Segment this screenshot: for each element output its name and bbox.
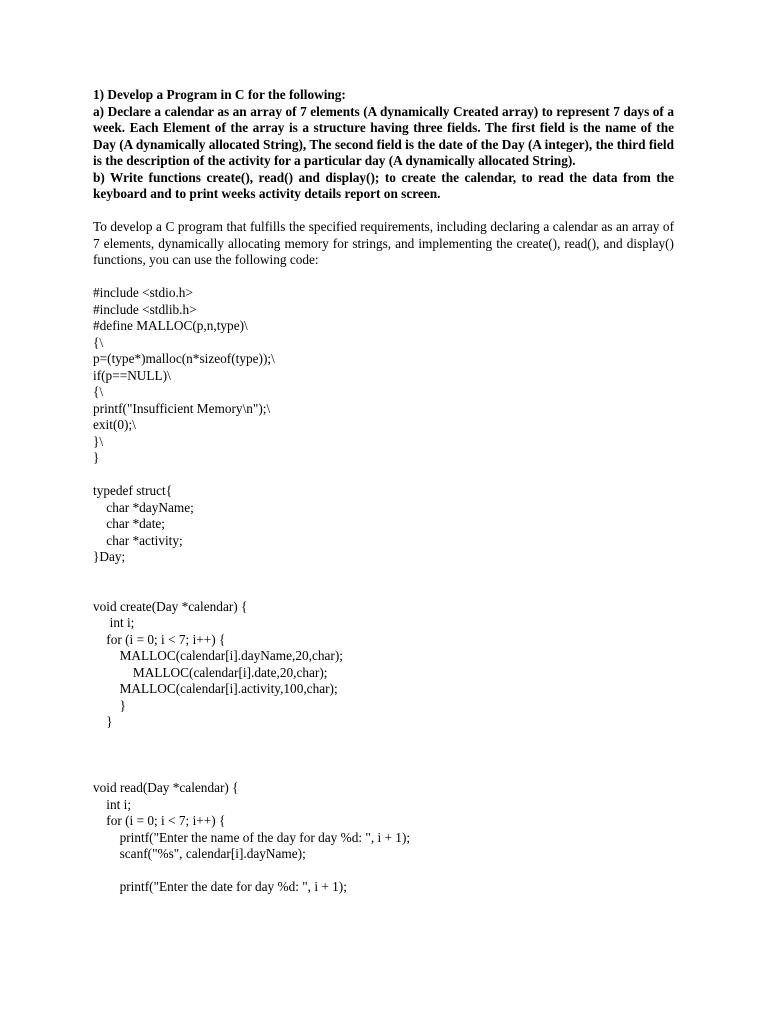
question-part-a: a) Declare a calendar as an array of 7 elements (A dynamically Created array) to represent 7 days of a week. Each Element of the array is a structure having three fields. The first field is the name of the Day (A dynamically allocated String), The second field is the date of the Day (A integer), the third field is the description of the activity for a particular day (A dynamically allocated String). (93, 103, 674, 168)
code-line: exit(0);\ (93, 417, 136, 432)
code-line: if(p==NULL)\ (93, 367, 171, 383)
code-line: void read(Day *calendar) { (93, 780, 239, 795)
document-page (93, 87, 674, 896)
code-line: printf("Insufficient Memory\n");\ (93, 400, 271, 416)
code-line: scanf("%s", calendar[i].dayName); (93, 846, 306, 861)
code-line: }\ (93, 433, 104, 449)
code-line (93, 731, 674, 748)
code-line: MALLOC(calendar[i].activity,100,char); (93, 681, 338, 696)
code-line: typedef struct{ (93, 483, 173, 498)
code-line: {\ (93, 384, 104, 399)
code-line (93, 467, 674, 484)
code-line: char *date; (93, 516, 165, 531)
code-line: } (93, 714, 113, 729)
question-part-b: b) Write functions create(), read() and display(); to create the calendar, to read the data from the keyboard and to print weeks activity details report on screen. (93, 169, 674, 201)
code-line (93, 863, 674, 880)
code-line: #include <stdio.h> (93, 285, 193, 300)
code-line: void create(Day *calendar) { (93, 598, 248, 614)
code-line (93, 566, 674, 583)
code-line: for (i = 0; i < 7; i++) { (93, 631, 226, 647)
question-block (93, 87, 674, 203)
code-line: }Day; (93, 549, 126, 564)
code-line: } (93, 697, 126, 713)
code-line: printf("Enter the date for day %d: ", i + 1); (93, 879, 347, 894)
code-line: for (i = 0; i < 7; i++) { (93, 813, 226, 828)
code-line: p=(type*)malloc(n*sizeof(type));\ (93, 351, 275, 366)
code-line (93, 747, 674, 764)
code-block (93, 285, 674, 896)
code-line (93, 582, 674, 599)
code-line: {\ (93, 334, 104, 350)
code-line: char *activity; (93, 532, 183, 548)
code-line: #include <stdlib.h> (93, 301, 197, 317)
code-line: } (93, 450, 100, 465)
code-line: printf("Enter the name of the day for day %d: ", i + 1); (93, 829, 411, 845)
question-heading: 1) Develop a Program in C for the following: (93, 87, 346, 102)
code-line: MALLOC(calendar[i].dayName,20,char); (93, 648, 343, 663)
code-line (93, 764, 674, 781)
code-line: char *dayName; (93, 499, 194, 515)
code-line: int i; (93, 796, 132, 812)
code-line: int i; (93, 615, 135, 630)
intro-paragraph: To develop a C program that fulfills the specified requirements, including declaring a calendar as an array of 7 elements, dynamically allocating memory for strings, and implementing the create(), read(), and display() functions, you can use the following code: (93, 219, 674, 267)
code-line: MALLOC(calendar[i].date,20,char); (93, 664, 328, 680)
code-line: #define MALLOC(p,n,type)\ (93, 318, 248, 333)
